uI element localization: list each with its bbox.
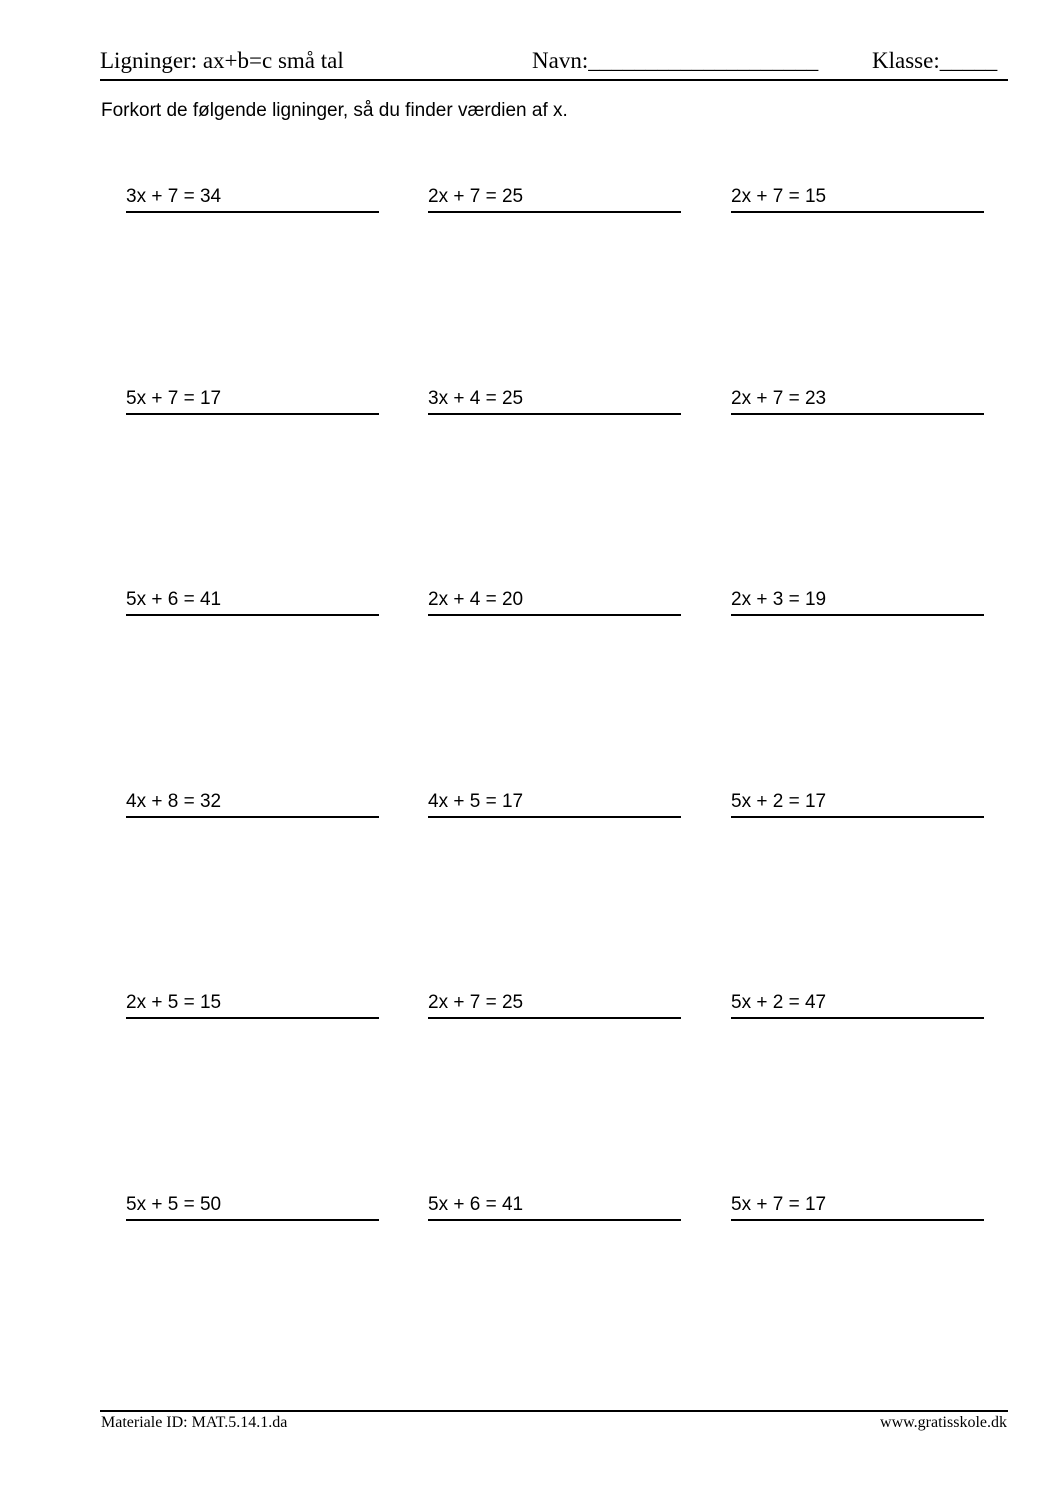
equation-text: 4x + 5 = 17 [428, 791, 524, 812]
equation-text: 5x + 7 = 17 [731, 1194, 827, 1215]
equation-item [428, 1192, 681, 1222]
equation-item [731, 587, 984, 617]
equation-item [731, 1192, 984, 1222]
equation-text: 5x + 6 = 41 [126, 589, 222, 610]
equation-item [126, 990, 379, 1020]
equation-text: 2x + 7 = 15 [731, 186, 827, 207]
equation-item [428, 990, 681, 1020]
equation-text: 5x + 2 = 47 [731, 992, 827, 1013]
worksheet-header [100, 44, 1008, 80]
equation-text: 5x + 5 = 50 [126, 1194, 222, 1215]
answer-line [428, 1017, 681, 1019]
equation-text: 2x + 5 = 15 [126, 992, 222, 1013]
answer-line [428, 614, 681, 616]
equation-text: 2x + 4 = 20 [428, 589, 524, 610]
equation-item [731, 789, 984, 819]
answer-line [428, 1219, 681, 1221]
equation-text: 2x + 7 = 23 [731, 388, 827, 409]
equation-text: 3x + 4 = 25 [428, 388, 524, 409]
answer-line [126, 614, 379, 616]
answer-line [731, 816, 984, 818]
answer-line [428, 413, 681, 415]
equation-item [428, 789, 681, 819]
equation-item [731, 990, 984, 1020]
website-link: www.gratisskole.dk [880, 1414, 1007, 1431]
equation-text: 2x + 7 = 25 [428, 992, 524, 1013]
class-field-label: Klasse:_____ [872, 48, 998, 73]
footer-divider [100, 1410, 1008, 1412]
worksheet-title: Ligninger: ax+b=c små tal [100, 48, 344, 73]
answer-line [126, 413, 379, 415]
equation-text: 5x + 2 = 17 [731, 791, 827, 812]
equation-item [731, 184, 984, 214]
answer-line [126, 816, 379, 818]
equation-text: 2x + 7 = 25 [428, 186, 524, 207]
material-id: Materiale ID: MAT.5.14.1.da [101, 1414, 288, 1431]
answer-line [731, 413, 984, 415]
equation-item [428, 587, 681, 617]
equation-item [126, 386, 379, 416]
name-field-label: Navn:____________________ [532, 48, 819, 73]
equation-text: 4x + 8 = 32 [126, 791, 222, 812]
answer-line [126, 1017, 379, 1019]
equation-text: 2x + 3 = 19 [731, 589, 827, 610]
instructions-text: Forkort de følgende ligninger, så du finder værdien af x. [101, 100, 568, 121]
equation-item [126, 1192, 379, 1222]
answer-line [731, 211, 984, 213]
equation-text: 5x + 7 = 17 [126, 388, 222, 409]
header-divider [100, 79, 1008, 81]
answer-line [731, 1219, 984, 1221]
answer-line [126, 211, 379, 213]
answer-line [428, 211, 681, 213]
equation-item [126, 789, 379, 819]
equation-text: 5x + 6 = 41 [428, 1194, 524, 1215]
equation-item [428, 184, 681, 214]
answer-line [126, 1219, 379, 1221]
equation-item [126, 184, 379, 214]
answer-line [428, 816, 681, 818]
answer-line [731, 614, 984, 616]
equation-item [126, 587, 379, 617]
equation-text: 3x + 7 = 34 [126, 186, 222, 207]
equation-item [731, 386, 984, 416]
equation-item [428, 386, 681, 416]
answer-line [731, 1017, 984, 1019]
